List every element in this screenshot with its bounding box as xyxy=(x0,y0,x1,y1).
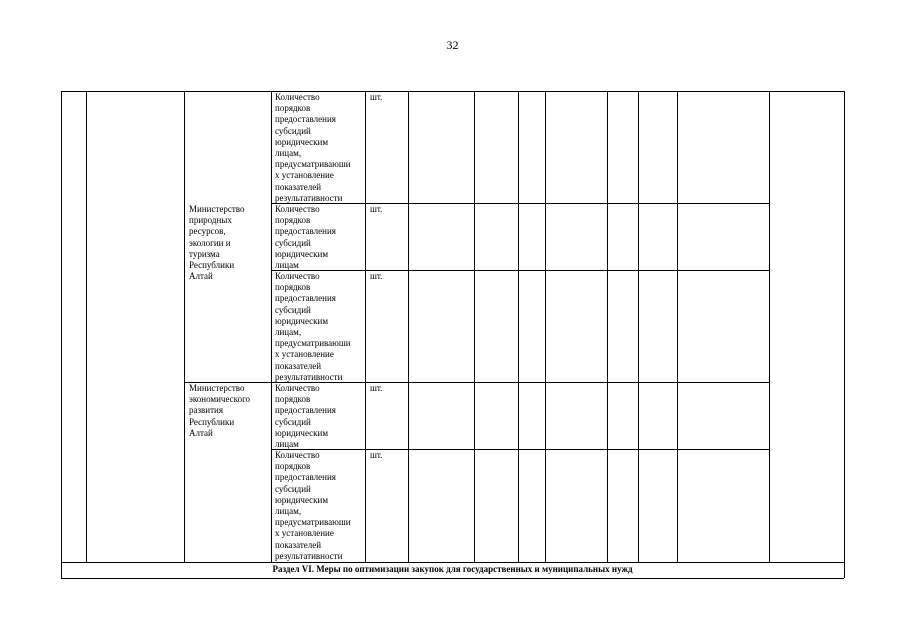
indicator-text: Количество порядков предоставления субсидий юридическим лицам, предусматриваюши х установление показателей результативности xyxy=(275,92,351,203)
unit-text: шт. xyxy=(370,271,383,281)
column-line xyxy=(607,91,608,562)
unit-text: шт. xyxy=(370,383,383,393)
ministry-name: Министерство экономического развития Республики Алтай xyxy=(189,383,251,438)
indicator-text: Количество порядков предоставления субсидий юридическим лицам, предусматриваюши х установление показателей результативности xyxy=(275,271,351,382)
column-line xyxy=(474,91,475,562)
column-line xyxy=(545,91,546,562)
indicator-text: Количество порядков предоставления субсидий юридическим лицам, предусматриваюши х установление показателей результативности xyxy=(275,450,351,561)
column-line xyxy=(677,91,678,562)
table-border-right xyxy=(844,91,845,578)
indicator-text: Количество порядков предоставления субсидий юридическим лицам xyxy=(275,204,336,271)
ministry-name: Министерство природных ресурсов, экологии и туризма Республики Алтай xyxy=(189,204,245,282)
section-title: Раздел VI. Меры по оптимизации закупок для государственных и муниципальных нужд xyxy=(272,564,633,574)
column-line xyxy=(518,91,519,562)
column-line xyxy=(271,91,272,562)
page-number: 32 xyxy=(446,38,459,52)
unit-text: шт. xyxy=(370,450,383,460)
column-line xyxy=(638,91,639,562)
table-border-top xyxy=(61,91,844,92)
column-line xyxy=(408,91,409,562)
indicator-text: Количество порядков предоставления субсидий юридическим лицам xyxy=(275,383,336,450)
row-separator xyxy=(184,382,769,383)
column-line xyxy=(769,91,770,562)
table-border-left xyxy=(61,91,62,578)
unit-text: шт. xyxy=(370,204,383,214)
column-line xyxy=(86,91,87,562)
unit-text: шт. xyxy=(370,92,383,102)
table-border-bottom xyxy=(61,578,844,579)
column-line xyxy=(365,91,366,562)
column-line xyxy=(184,91,185,562)
